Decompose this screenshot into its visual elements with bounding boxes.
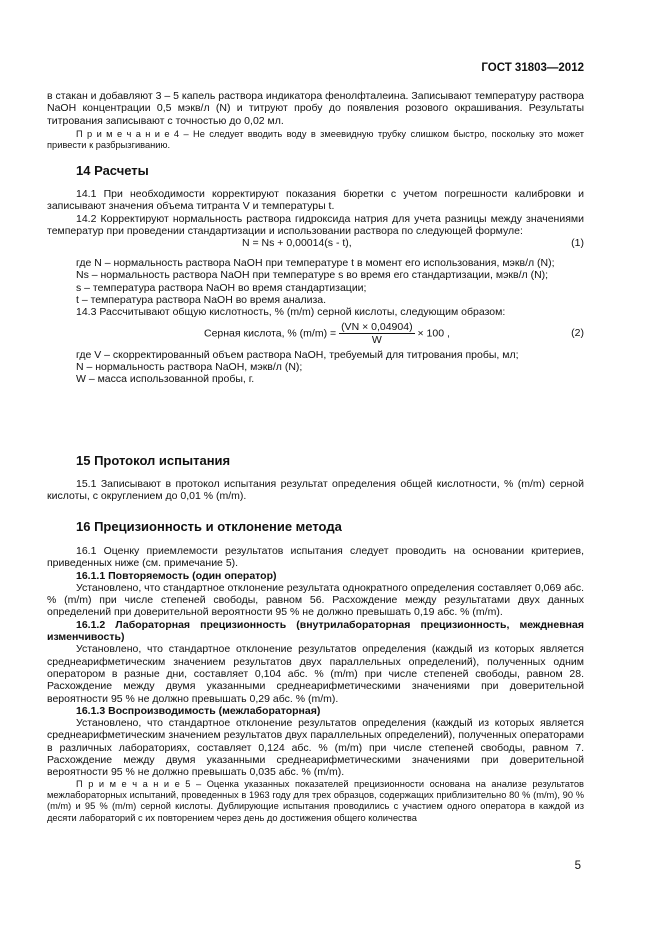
section-14 — [47, 163, 584, 386]
note-5-label: П р и м е ч а н и е 5 — [76, 778, 191, 789]
note-5-text: – Оценка указанных показателей прецизионности основана на анализе результатов межлабораторных испытаний, проведенных в 1963 году для трех образцов, содержащих приблизительно 80 % (m/m), 90 % (m/m) и 95 % (m/m) серной кислоты. Дублирующие испытания проводились с участием одного оператора в каждой из десяти лабораторий с их повторением через день до достижения общего количества — [47, 778, 584, 823]
formula-2 — [47, 319, 584, 349]
section-15-title: 15 Протокол испытания — [76, 453, 231, 468]
note-4-text: – Не следует вводить воду в змеевидную трубку слишком быстро, поскольку это может привести к разбрызгиванию. — [47, 128, 584, 151]
section-16 — [47, 519, 584, 824]
para-14-3: 14.3 Рассчитывают общую кислотность, % (m/m) серной кислоты, следующим образом: — [76, 306, 506, 319]
intro-paragraph: в стакан и добавляют 3 – 5 капель раствора индикатора фенолфталеина. Записывают температуру раствора NaOH концентрации 0,5 мэкв/л (N) и титруют пробу до появления розового окрашивания. Результаты титрования записывают с точностью до 0,02 мл. — [47, 90, 584, 127]
para-14-2: 14.2 Корректируют нормальность раствора гидроксида натрия для учета разницы между значениями температур при проведении стандартизации и использовании раствора по следующей формуле: — [47, 212, 584, 237]
note-4 — [47, 129, 584, 152]
para-16-1-1: Установлено, что стандартное отклонение результата однократного определения составляет 0,069 абс. % (m/m) при числе степеней свободы, равном 56. Расхождение между результатами двух данных определений при доверительной вероятности 95 % не должно превышать 0,19 абс. % (m/m). — [47, 581, 584, 619]
heading-16-1-1: 16.1.1 Повторяемость (один оператор) — [76, 569, 277, 582]
document-id: ГОСТ 31803—2012 — [481, 62, 584, 74]
page-number: 5 — [574, 860, 581, 872]
where-w: W – масса использованной пробы, г. — [76, 373, 255, 386]
heading-16-1-3: 16.1.3 Воспроизводимость (межлабораторная) — [76, 704, 321, 717]
para-16-1-2: Установлено, что стандартное отклонение результатов определения (каждый из которых является среднеарифметическим значением результатов двух параллельных определений), полученных одним оператором в разные дни, составляет 0,104 абс. % (m/m) при числе степеней свободы, равном 28. Расхождение между двумя указанными среднеарифметическими значениями при доверительной вероятности 95 % не должно превышать 0,29 абс. % (m/m). — [47, 643, 584, 705]
note-5 — [47, 779, 584, 824]
para-16-1: 16.1 Оценку приемлемости результатов испытания следует проводить на основании критериев, приведенных ниже (см. примечание 5). — [47, 545, 584, 570]
where-v: где V – скорректированный объем раствора NaOH, требуемый для титрования пробы, мл; — [76, 348, 519, 361]
formula-1-expression: N = Ns + 0,00014(s - t), — [242, 237, 352, 250]
para-15-1: 15.1 Записывают в протокол испытания результат определения общей кислотности, % (m/m) серной кислоты, с округлением до 0,01 % (m/m). — [47, 478, 584, 503]
where-n: где N – нормальность раствора NaOH при температуре t в момент его использования, мэкв/л (N); — [76, 257, 555, 270]
formula-2-fraction — [339, 321, 415, 346]
formula-2-number: (2) — [571, 326, 584, 339]
para-16-1-3: Установлено, что стандартное отклонение результатов определения (каждый из которых является среднеарифметическим значением результатов двух параллельных определений), полученных операторами в различных лабораториях, составляет 0,124 абс. % (m/m) при числе степеней свободы, равном 7. Расхождение между двумя указанными среднеарифметическими значениями при доверительной вероятности 95 % не должно превышать 0,035 абс. % (m/m). — [47, 717, 584, 779]
formula-1-number: (1) — [571, 237, 584, 250]
section-16-title: 16 Прецизионность и отклонение метода — [76, 519, 342, 534]
heading-16-1-2: 16.1.2 Лабораторная прецизионность (внутрилабораторная прецизионность, междневная изменчивость) — [47, 618, 584, 644]
formula-2-numerator: (VN × 0,04904) — [341, 320, 413, 333]
intro-block — [47, 90, 584, 151]
section-14-title: 14 Расчеты — [76, 163, 149, 178]
formula-2-left: Серная кислота, % (m/m) = — [204, 327, 337, 340]
formula-1 — [47, 237, 584, 252]
where-ns: Ns – нормальность раствора NaOH при температуре s во время его стандартизации, мэкв/л (N); — [76, 269, 549, 282]
note-4-label: П р и м е ч а н и е 4 — [76, 128, 180, 139]
section-15 — [47, 453, 584, 503]
where-s: s – температура раствора NaOH во время стандартизации; — [76, 281, 367, 294]
formula-2-denominator: W — [371, 333, 382, 346]
para-14-1: 14.1 При необходимости корректируют показания бюретки с учетом погрешности калибровки и записывают значения объема титранта V и температуры t. — [47, 188, 584, 213]
formula-2-right: × 100 , — [417, 327, 450, 340]
where-t: t – температура раствора NaOH во время анализа. — [76, 294, 327, 307]
where-n2: N – нормальность раствора NaOH, мэкв/л (N); — [76, 360, 303, 373]
